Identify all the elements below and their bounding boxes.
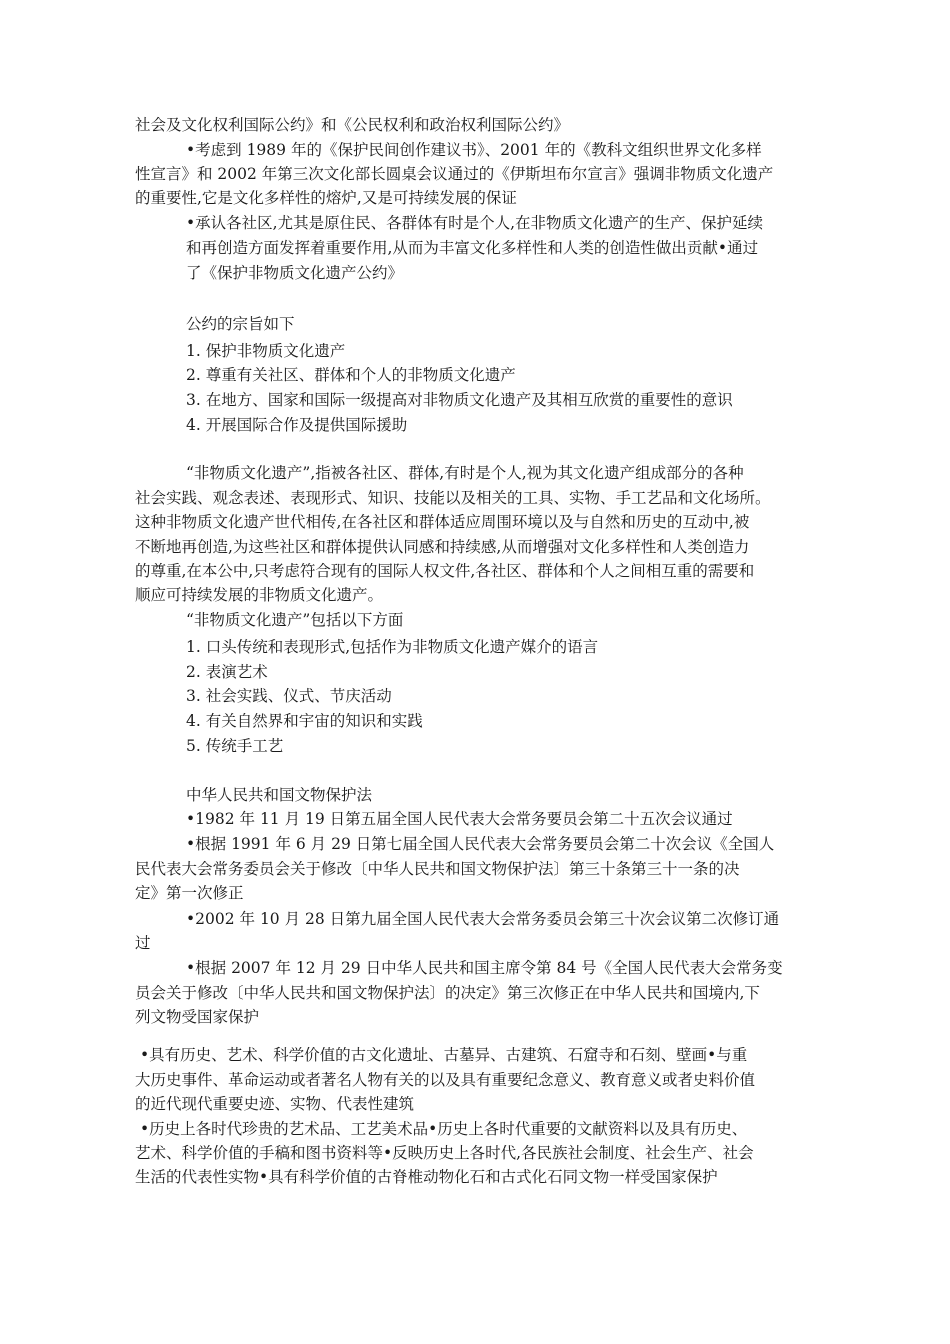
includes-heading: “非物质文化遗产”包括以下方面 — [186, 611, 404, 629]
acknowledge-line-2: 和再创造方面发挥着重要作用,从而为丰富文化多样性和人类的创造性做出贡献•通过 — [186, 239, 759, 257]
acknowledge-line-1: •承认各社区,尤其是原住民、各群体有时是个人,在非物质文化遗产的生产、保护延续 — [186, 214, 763, 232]
intro-line: 社会及文化权利国际公约》和《公民权利和政治权利国际公约》 — [135, 116, 570, 134]
protected-2-line-2: 艺术、科学价值的手稿和图书资料等•反映历史上各时代,各民族社会制度、社会生产、社会 — [135, 1144, 754, 1162]
definition-line-5: 的尊重,在本公中,只考虑符合现有的国际人权文件,各社区、群体和个人之间相互重的需要和 — [135, 562, 755, 580]
protected-2-line-1: •历史上各时代珍贵的艺术品、工艺美术品•历史上各时代重要的文献资料以及具有历史、 — [140, 1120, 748, 1138]
law-title: 中华人民共和国文物保护法 — [186, 786, 373, 804]
protected-2-line-3: 生活的代表性实物•具有科学价值的古脊椎动物化石和古式化石同文物一样受国家保护 — [135, 1168, 718, 1186]
definition-line-3: 这种非物质文化遗产世代相传,在各社区和群体适应周围环境以及与自然和历史的互动中,被 — [135, 513, 750, 531]
law-2007-line-3: 列文物受国家保护 — [135, 1008, 260, 1026]
includes-item-1: 1. 口头传统和表现形式,包括作为非物质文化遗产媒介的语言 — [186, 638, 599, 656]
law-1982: •1982 年 11 月 19 日第五届全国人民代表大会常务要员会第二十五次会议通过 — [186, 810, 733, 828]
law-2007-line-1: •根据 2007 年 12 月 29 日中华人民共和国主席令第 84 号《全国人民代表大会常务变 — [186, 959, 783, 977]
includes-item-5: 5. 传统手工艺 — [186, 737, 284, 755]
consider-line-3: 的重要性,它是文化多样性的熔炉,又是可持续发展的保证 — [135, 189, 517, 207]
acknowledge-line-3: 了《保护非物质文化遗产公约》 — [186, 264, 404, 282]
includes-item-2: 2. 表演艺术 — [186, 663, 268, 681]
definition-line-2: 社会实践、观念表述、表现形式、知识、技能以及相关的工具、实物、手工艺品和文化场所。 — [135, 489, 771, 507]
purpose-item-4: 4. 开展国际合作及提供国际援助 — [186, 416, 408, 434]
definition-line-6: 顺应可持续发展的非物质文化遗产。 — [135, 586, 384, 604]
law-1991-line-3: 定》第一次修正 — [135, 884, 244, 902]
purpose-item-1: 1. 保护非物质文化遗产 — [186, 342, 346, 360]
purpose-heading: 公约的宗旨如下 — [186, 315, 295, 333]
law-1991-line-1: •根据 1991 年 6 月 29 日第七届全国人民代表大会常务要员会第二十次会议《全国人 — [186, 835, 775, 853]
definition-line-4: 不断地再创造,为这些社区和群体提供认同感和持续感,从而增强对文化多样性和人类创造力 — [135, 538, 750, 556]
consider-line-2: 性宣言》和 2002 年第三次文化部长圆桌会议通过的《伊斯坦布尔宣言》强调非物质文化遗产 — [135, 165, 774, 183]
includes-item-3: 3. 社会实践、仪式、节庆活动 — [186, 687, 392, 705]
law-2002-line-2: 过 — [135, 934, 151, 952]
law-1991-line-2: 民代表大会常务委员会关于修改〔中华人民共和国文物保护法〕第三十条第三十一条的决 — [135, 860, 740, 878]
purpose-item-3: 3. 在地方、国家和国际一级提高对非物质文化遗产及其相互欣赏的重要性的意识 — [186, 391, 733, 409]
law-2007-line-2: 员会关于修改〔中华人民共和国文物保护法〕的决定》第三次修正在中华人民共和国境内,下 — [135, 984, 760, 1002]
purpose-item-2: 2. 尊重有关社区、群体和个人的非物质文化遗产 — [186, 366, 516, 384]
law-2002-line-1: •2002 年 10 月 28 日第九届全国人民代表大会常务委员会第三十次会议第二次修订通 — [186, 910, 780, 928]
protected-1-line-3: 的近代现代重要史迹、实物、代表性建筑 — [135, 1095, 415, 1113]
consider-line-1: •考虑到 1989 年的《保护民间创作建议书》、2001 年的《教科文组织世界文化多样 — [186, 141, 762, 159]
protected-1-line-2: 大历史事件、革命运动或者著名人物有关的以及具有重要纪念意义、教育意义或者史料价值 — [135, 1071, 756, 1089]
protected-1-line-1: •具有历史、艺术、科学价值的古文化遗址、古墓异、古建筑、石窟寺和石刻、壁画•与重 — [140, 1046, 748, 1064]
definition-line-1: “非物质文化遗产”,指被各社区、群体,有时是个人,视为其文化遗产组成部分的各种 — [186, 464, 744, 482]
includes-item-4: 4. 有关自然界和宇宙的知识和实践 — [186, 712, 423, 730]
